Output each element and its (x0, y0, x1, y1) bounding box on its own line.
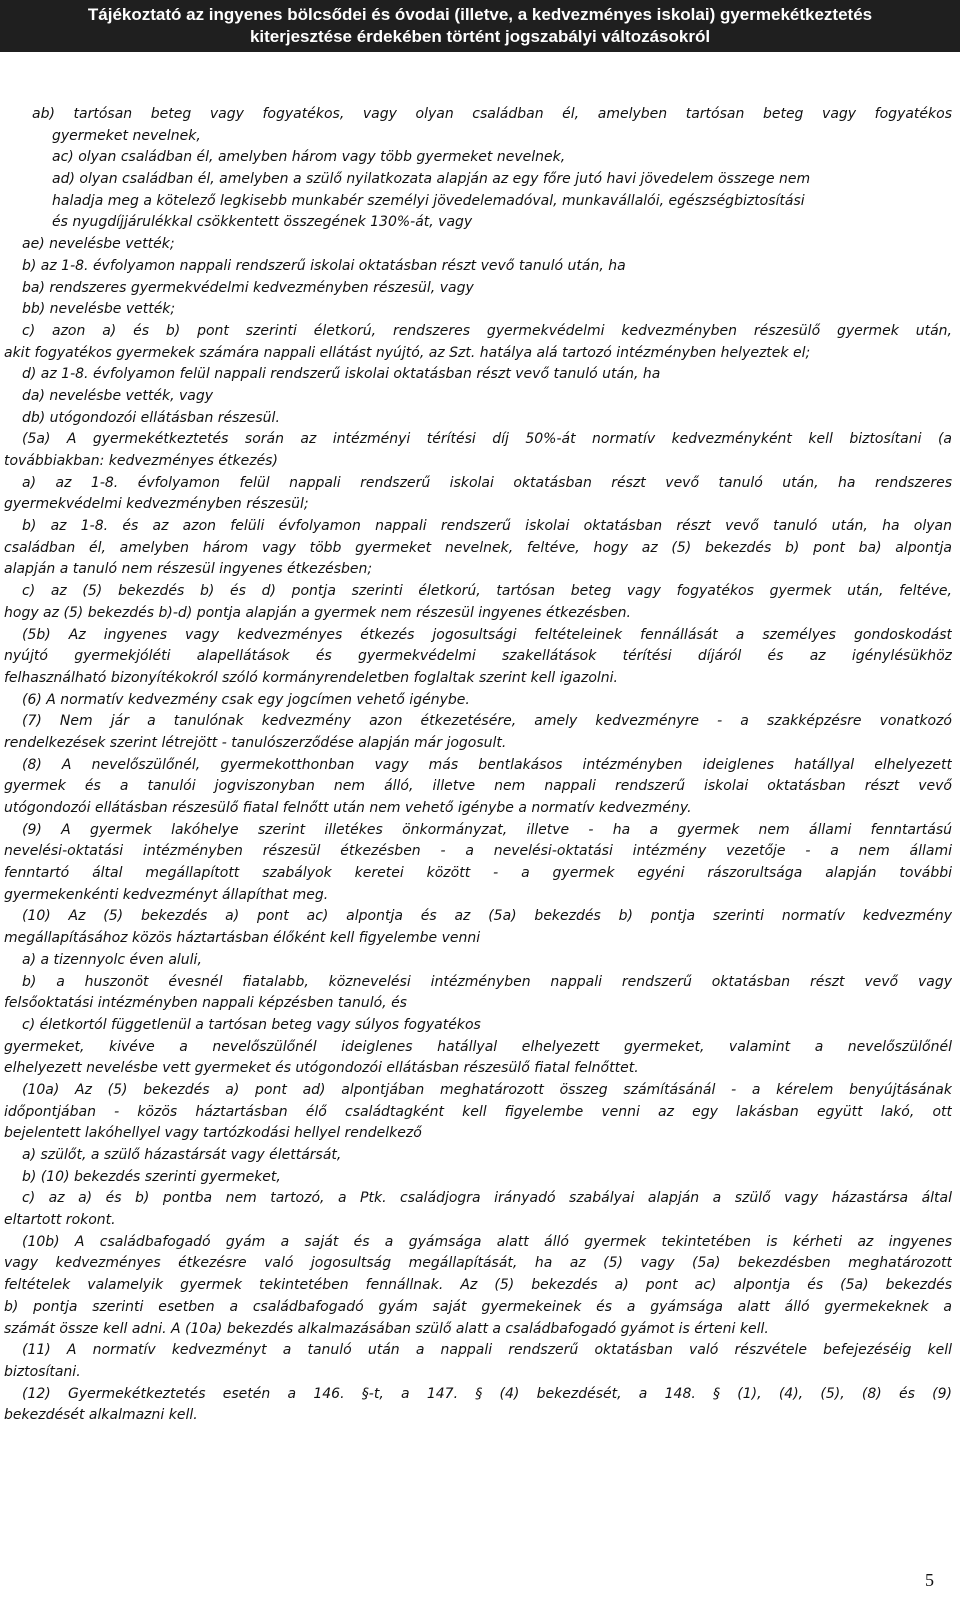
body-text-line: akit fogyatékos gyermekek számára nappali ellátást nyújtó, az Szt. hatálya alá tartozó intézményben helyeztek el; (4, 344, 811, 361)
body-text-line: b) az 1-8. évfolyamon nappali rendszerű iskolai oktatásban részt vevő tanuló után, ha (22, 257, 626, 274)
body-text-line: (8) A nevelőszülőnél, gyermekotthonban vagy más bentlakásos intézményben ideiglenes hatállyal elhelyezett (22, 756, 952, 773)
body-text-line: családban él, amelyben három vagy több gyermeket nevelnek, feltéve, hogy az (5) bekezdés b) pont ba) alpontja (4, 539, 952, 556)
body-text-line: nyújtó gyermekjóléti alapellátások és gyermekvédelmi szakellátások térítési díjáról és az igénylésükhöz (4, 648, 952, 665)
body-text-line: a) az 1-8. évfolyamon felül nappali rendszerű iskolai oktatásban részt vevő tanuló után, ha rendszeres (22, 474, 952, 491)
page-header (0, 0, 960, 52)
body-text-line: felhasználható bizonyítékokról szóló kormányrendeletben foglaltak szerint kell igazolni. (4, 669, 618, 686)
body-text-line: (9) A gyermek lakóhelye szerint illetékes önkormányzat, illetve - ha a gyermek nem állami fenntartású (22, 821, 952, 838)
body-text-line: c) az (5) bekezdés b) és d) pontja szerinti életkorú, tartósan beteg vagy fogyatékos gyermek után, feltéve, (22, 583, 952, 600)
body-text-line: számát össze kell adni. A (10a) bekezdés alkalmazásában szülő alatt a családbafogadó gyámot is érteni kell. (4, 1320, 769, 1337)
page-number: 5 (925, 1570, 934, 1590)
body-text-line: időpontjában - közös háztartásban élő családtagként kell figyelembe venni az egy lakásban együtt lakó, ott (4, 1103, 952, 1120)
body-text-line: megállapításához közös háztartásban élőként kell figyelembe venni (4, 930, 481, 947)
body-text-line: db) utógondozói ellátásban részesül. (22, 409, 280, 426)
body-text-line: bb) nevelésbe vették; (22, 301, 176, 318)
header-title-line-1: Tájékoztató az ingyenes bölcsődei és óvodai (illetve, a kedvezményes iskolai) gyermekétkeztetés (87, 5, 873, 24)
body-text-line: (5a) A gyermekétkeztetés során az intézményi térítési díj 50%-át normatív kedvezményként kell biztosítani (a (22, 431, 952, 448)
body-text-line: a) a tizennyolc éven aluli, (22, 951, 202, 968)
body-text-line: (10) Az (5) bekezdés a) pont ac) alpontja és az (5a) bekezdés b) pontja szerinti normatív kedvezmény (22, 908, 952, 925)
body-text-line: c) azon a) és b) pont szerinti életkorú, rendszeres gyermekvédelmi kedvezményben részesülő gyermek után, (22, 322, 952, 339)
body-text-line: ad) olyan családban él, amelyben a szülő nyilatkozata alapján az egy főre jutó havi jövedelem összege nem (52, 171, 811, 188)
body-text-line: ac) olyan családban él, amelyben három vagy több gyermeket nevelnek, (52, 149, 566, 166)
body-text-line: biztosítani. (4, 1363, 81, 1380)
body-text-line: bejelentett lakóhellyel vagy tartózkodási hellyel rendelkező (4, 1125, 422, 1142)
body-text-line: továbbiakban: kedvezményes étkezés) (4, 453, 278, 469)
body-text-line: elhelyezett nevelésbe vett gyermeket és utógondozói ellátásban részesülő fiatal felnőttet. (4, 1060, 639, 1077)
body-text-line: c) életkortól függetlenül a tartósan beteg vagy súlyos fogyatékos (22, 1016, 481, 1033)
body-text-line: gyermeket, kivéve a nevelőszülőnél ideiglenes hatállyal elhelyezett gyermeket, valamint a nevelőszülőnél (4, 1038, 952, 1055)
body-text-line: b) (10) bekezdés szerinti gyermeket, (22, 1168, 281, 1185)
body-text-line: gyermekenkénti kedvezményt állapíthat meg. (4, 886, 329, 903)
body-text-line: gyermekvédelmi kedvezményben részesül; (4, 496, 309, 513)
body-text-line: b) pontja szerinti esetben a családbafogadó gyám saját gyermekeinek és a gyámsága alatt álló gyermekeknek a (4, 1298, 952, 1315)
body-text-line: és nyugdíjjárulékkal csökkentett összegének 130%-át, vagy (52, 214, 473, 231)
body-text-line: bekezdését alkalmazni kell. (4, 1407, 198, 1424)
body-text-line: alapján a tanuló nem részesül ingyenes étkezésben; (4, 561, 373, 578)
body-text-line: b) az 1-8. és az azon felüli évfolyamon nappali rendszerű iskolai oktatásban részt vevő tanuló után, ha olyan (22, 518, 952, 535)
body-text-line: ae) nevelésbe vették; (22, 236, 175, 253)
body-text-line: feltételek valamelyik gyermek tekintetében fennállnak. Az (5) bekezdés a) pont ac) alpontja és (5a) bekezdés (4, 1277, 952, 1294)
body-text-line: fenntartó által megállapított szabályok keretei között - a gyermek egyéni rászorultsága alapján további (4, 865, 952, 882)
body-text-line: b) a huszonöt évesnél fiatalabb, köznevelési intézményben nappali rendszerű oktatásban részt vevő vagy (22, 973, 952, 990)
body-text-line: eltartott rokont. (4, 1212, 116, 1229)
body-text-line: vagy kedvezményes étkezésre való jogosultság megállapítását, ha az (5) vagy (5a) bekezdésben meghatározott (4, 1255, 952, 1272)
body-text-line: ba) rendszeres gyermekvédelmi kedvezményben részesül, vagy (22, 279, 474, 296)
body-text-line: d) az 1-8. évfolyamon felül nappali rendszerű iskolai oktatásban részt vevő tanuló után, ha (22, 366, 661, 383)
document-body (4, 104, 952, 1427)
body-text-line: felsőoktatási intézményben nappali képzésben tanuló, és (4, 995, 407, 1012)
body-text-line: (11) A normatív kedvezményt a tanuló után a nappali rendszerű oktatásban való részvétele befejezéséig kell (22, 1342, 952, 1359)
body-text-line: gyermek és a tanulói jogviszonyban nem álló, illetve nem nappali rendszerű iskolai oktatásban részt vevő (4, 778, 952, 795)
body-text-line: utógondozói ellátásban részesülő fiatal felnőtt után nem vehető igénybe a normatív kedvezmény. (4, 800, 692, 816)
body-text-line: hogy az (5) bekezdés b)-d) pontja alapján a gyermek nem részesül ingyenes étkezésben. (4, 604, 631, 621)
body-text-line: da) nevelésbe vették, vagy (22, 387, 214, 404)
header-title-line-2: kiterjesztése érdekében történt jogszabályi változásokról (249, 27, 711, 46)
body-text-line: (10a) Az (5) bekezdés a) pont ad) alpontjában meghatározott összeg számításánál - a kérelem benyújtásának (22, 1081, 952, 1098)
body-text-line: (12) Gyermekétkeztetés esetén a 146. §-t, a 147. § (4) bekezdését, a 148. § (1), (4), (5), (8) és (9) (22, 1385, 952, 1402)
body-text-line: rendelkezések szerint létrejött - tanulószerződése alapján már jogosult. (4, 734, 507, 751)
body-text-line: (5b) Az ingyenes vagy kedvezményes étkezés jogosultsági feltételeinek fennállását a személyes gondoskodást (22, 626, 952, 643)
body-text-line: nevelési-oktatási intézményben részesül étkezésben - a nevelési-oktatási intézmény vezetője - a nem állami (4, 843, 952, 860)
body-text-line: haladja meg a kötelező legkisebb munkabér személyi jövedelemadóval, munkavállalói, egészségbiztosítási (52, 192, 805, 209)
body-text-line: (6) A normatív kedvezmény csak egy jogcímen vehető igénybe. (22, 691, 470, 708)
body-text-line: (10b) A családbafogadó gyám a saját és a gyámsága alatt álló gyermek tekintetében is kérheti az ingyenes (22, 1233, 952, 1250)
body-text-line: gyermeket nevelnek, (52, 127, 201, 144)
body-text-line: a) szülőt, a szülő házastársát vagy élettársát, (22, 1147, 342, 1163)
body-text-line: ab) tartósan beteg vagy fogyatékos, vagy olyan családban él, amelyben tartósan beteg vagy fogyatékos (32, 106, 952, 122)
body-text-line: c) az a) és b) pontba nem tartozó, a Ptk. családjogra irányadó szabályai alapján a szülő vagy házastársa által (22, 1190, 952, 1207)
body-text-line: (7) Nem jár a tanulónak kedvezmény azon étkezetésére, amely kedvezményre - a szakképzésre vonatkozó (22, 713, 952, 730)
